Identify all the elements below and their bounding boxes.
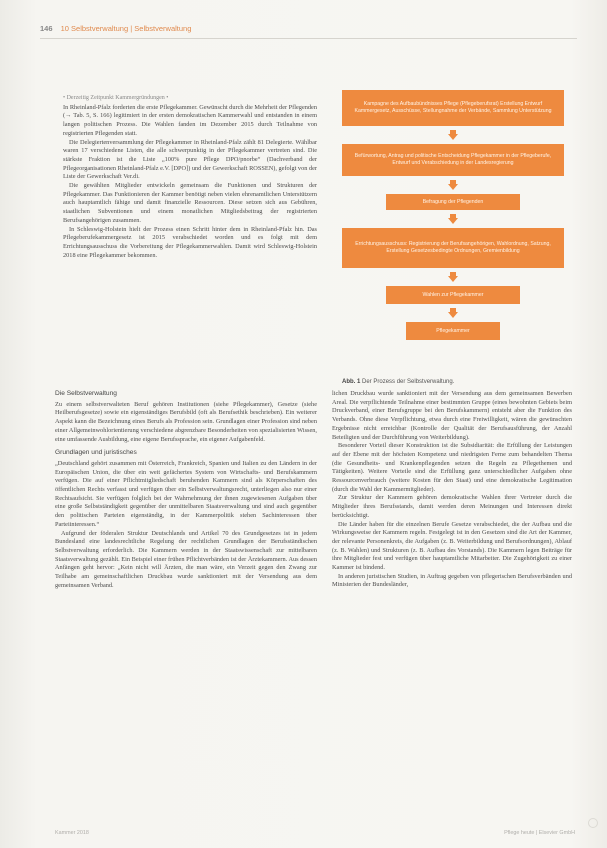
paragraph: lichen Druckbau wurde sanktioniert mit der Versendung aus dem gemeinsamen Bewerben Areal. Die verpflichtende Teilnahme einer bestimmten Gruppe (eines bewohnten Gebiets beim Druckverband, einer Berufsgruppe bei den Berufskammern) entsteht aber die Funktion des Verbands. Ohne diese Verpflichtung, etwa durch eine Freiwilligkeit, wären die gewünschten Ergebnisse nicht erreichbar (Kontrolle der Qualität der Berufsausführung, der Anzahl Beteiligten und der Durchführung von Weiterbildung).: [332, 390, 572, 441]
down-arrow-icon: [448, 272, 458, 282]
running-header: [40, 24, 577, 39]
chapter-title: 10 Selbstverwaltung | Selbstverwaltung: [60, 24, 192, 33]
paragraph: „Deutschland gehört zusammen mit Österreich, Frankreich, Spanien und Italien zu den Ländern in der Europäischen Union, die über ein weit gefächertes System von Wirtschafts- und Berufskammern verfügen. Die auf einer Pflichtmitgliedschaft beruhenden Kammern sind als Körperschaften des öffentlichen Rechts verfasst und verfügen über ein Selbstverwaltungsrecht, unterliegen also nur einer Rechtsaufsicht. Sie verfügen folglich bei der Wahrnehmung der ihnen zugewiesenen Aufgaben über eine große Selbstständigkeit gegenüber der unmittelbaren Staatsverwaltung und sind auch gegenüber den politischen Parteien eigenständig, in der Kammerpolitik stehen Sachinteressen über Parteiinteressen.“: [55, 459, 317, 528]
process-flowchart: [342, 90, 564, 360]
footer-left: Kammer 2018: [55, 830, 89, 836]
flow-step-4: Errichtungsausschuss: Registrierung der Berufsangehörigen, Wahlordnung, Satzung, Erstellung Gesetzesbedingte Ordnungen, Gremienbildung: [342, 228, 564, 268]
left-column-bottom: [55, 390, 317, 590]
footer-right: Pflege heute | Elsevier GmbH: [504, 830, 575, 836]
paragraph: Die Länder haben für die einzelnen Berufe Gesetze verabschiedet, die der Aufbau und die Wirkungsweise der Kammern regeln. Festgelegt ist in den Gesetzen sind die Art der Kammer, der relevante Personenkreis, die Aufgaben (z. B. Weiterbildung und Berufsordnungen), Ablauf (z. B. Wahlen) und Strukturen (z. B. Aufbau des Vorstands). Die Kammern legen Beiträge für ihre Mitglieder fest und verfügen über hauptamtliche Mitarbeiter. Die Zugehörigkeit zu einer Kammer ist bindend.: [332, 520, 572, 572]
paragraph: In Schleswig-Holstein hielt der Prozess einen Schritt hinter dem in Rheinland-Pfalz hin. Das Pflegeberufekammergesetz ist 2015 verabschiedet worden und es folgt mit dem Errichtungsausschuss die Vorbereitung der Pflegekammerwahlen. Damit wird Schleswig-Holstein 2018 eine Pflegekammer bekommen.: [63, 225, 317, 259]
paragraph: Besonderer Vorteil dieser Konstruktion ist die Subsidiarität: die Erfüllung der Leistungen auf der Ebene mit der höchsten Kompetenz und niedrigsten Ferne zum behandelten Thema (die Gesundheits- und Krankenpflegenden setzen die Regeln zu Pflegethemen und Tätigkeiten). Weitere Vorteile sind die Erfüllung ganz unterschiedlicher Aufgaben ohne Ressourcenverbrauch (weitere Kosten für den Staat) und eine demokratische Legitimation (durch die Wahl der Kammermitglieder).: [332, 442, 572, 493]
down-arrow-icon: [448, 214, 458, 224]
flow-step-3: Befragung der Pflegenden: [386, 194, 520, 210]
paragraph: Zu einem selbstverwalteten Beruf gehören Institutionen (siehe Pflegekammer), Gesetze (siehe Heilberufsgesetze) sowie ein eigenständiges Berufsbild (oft als Berufsethik beschrieben). Ein weiterer Aspekt kann die Bezeichnung eines Berufs als Profession sein. Grundlagen einer Profession sind neben einer Allgemeinwohlorientierung verschiedene abgrenzbare Besonderheiten von spezialisierten Wissen, eine umfassende Ausbildung, eine eigene Berufssprache, ein eigener Aufgabenfeld.: [55, 400, 317, 443]
page-edge-mark: [588, 818, 598, 828]
figure-label: Abb. 1: [342, 379, 361, 385]
section-heading: Die Selbstverwaltung: [55, 390, 117, 397]
paragraph: Die Delegiertenversammlung der Pflegekammer in Rheinland-Pfalz zählt 81 Delegierte. Wählbar waren 17 verschiedene Listen, die alle schwerpunktig in der Pflegekammer vertreten sind. Die stärkste Fraktion ist die Liste „100% pure Pflege DPO/pnorbe“ (Dachverband der Pflegeorganisationen Rheinland-Pfalz e.V. [DPO]) und der Gewerkschaft ROSSEN), gefolgt von der Liste der Gewerkschaft Ver.di.: [63, 138, 317, 181]
flow-step-5: Wahlen zur Pflegekammer: [386, 286, 520, 304]
down-arrow-icon: [448, 180, 458, 190]
right-column-bottom: [332, 390, 572, 590]
flow-step-1: Kampagne des Aufbaubündnisses Pflege (Pflegeberufsrat) Erstellung Entwurf Kammergesetz, Ausschüsse, Stellungnahme der Verbände, Sammlung Unterstützung: [342, 90, 564, 126]
figure-caption-text: Der Prozess der Selbstverwaltung.: [362, 379, 455, 385]
paragraph: In anderen juristischen Studien, in Auftrag gegeben von pflegerischen Berufsverbänden und Ministerien der Bundesländer,: [332, 572, 572, 589]
section-lead: • Derzeitig Zeitpunkt Kammergründungen •: [63, 95, 169, 101]
flow-step-2: Befürwortung, Antrag und politische Entscheidung Pflegekammer in der Pflegeberufe, Entwurf und Verabschiedung in der Landesregierung: [342, 144, 564, 176]
paragraph: Zur Struktur der Kammern gehören demokratische Wahlen ihrer Vertreter durch die Mitglieder ihres Berufsstands, damit werden deren Meinungen und Interessen direkt berücksichtigt.: [332, 494, 572, 519]
paragraph: Aufgrund der föderalen Struktur Deutschlands und Artikel 70 des Grundgesetzes ist in jedem Bundesland eine landesrechtliche Regelung der rechtlichen Grundlagen der Berufsständischen Selbstverwaltung erforderlich. Die Kammern werden in der Staatswissenschaft zur mittelbaren Staatsverwaltung gezählt. Ein Beispiel einer frühen Pflichtverbänden ist der Ärztekammern. Aus dessen Anfängen geht hervor: „Kein nicht will Ärzten, die man wäre, ein Verzeit gegen den Zwang zur Teilhabe am gemeinschaftlichen Druckbau wurde sanktioniert mit der Versendung aus dem gemeinsamen Verband.: [55, 529, 317, 589]
paragraph: Die gewählten Mitglieder entwickeln gemeinsam die Funktionen und Strukturen der Pflegekammer. Das Funktionieren der Kammer benötigt neben vielen ehrenamtlichen Unterstützern auch hauptamtlich fähige und damit finanzielle Ressourcen. Diese setzen sich aus Gebühren, staatlichen Subventionen und einem monatlichen Mitgliedsbeitrag der registrierten Berufsangehörigen zusammen.: [63, 182, 317, 224]
figure-caption: [342, 379, 572, 385]
flow-step-6: Pflegekammer: [406, 322, 500, 340]
down-arrow-icon: [448, 130, 458, 140]
page-number: 146: [40, 24, 53, 33]
paragraph: In Rheinland-Pfalz forderten die erste Pflegekammer. Gewünscht durch die Mehrheit der Pflegenden (→ Tab. 5, S. 166) legitimiert in der ersten demokratischen Kammerwahl und entstanden in einem langen politischen Prozess. Die Wahlen fanden im Dezember 2015 durch Teilnahme von registrierten Pflegenden statt.: [63, 103, 317, 137]
section-heading: Grundlagen und juristisches: [55, 449, 137, 457]
left-column-top: [63, 94, 317, 260]
down-arrow-icon: [448, 308, 458, 318]
